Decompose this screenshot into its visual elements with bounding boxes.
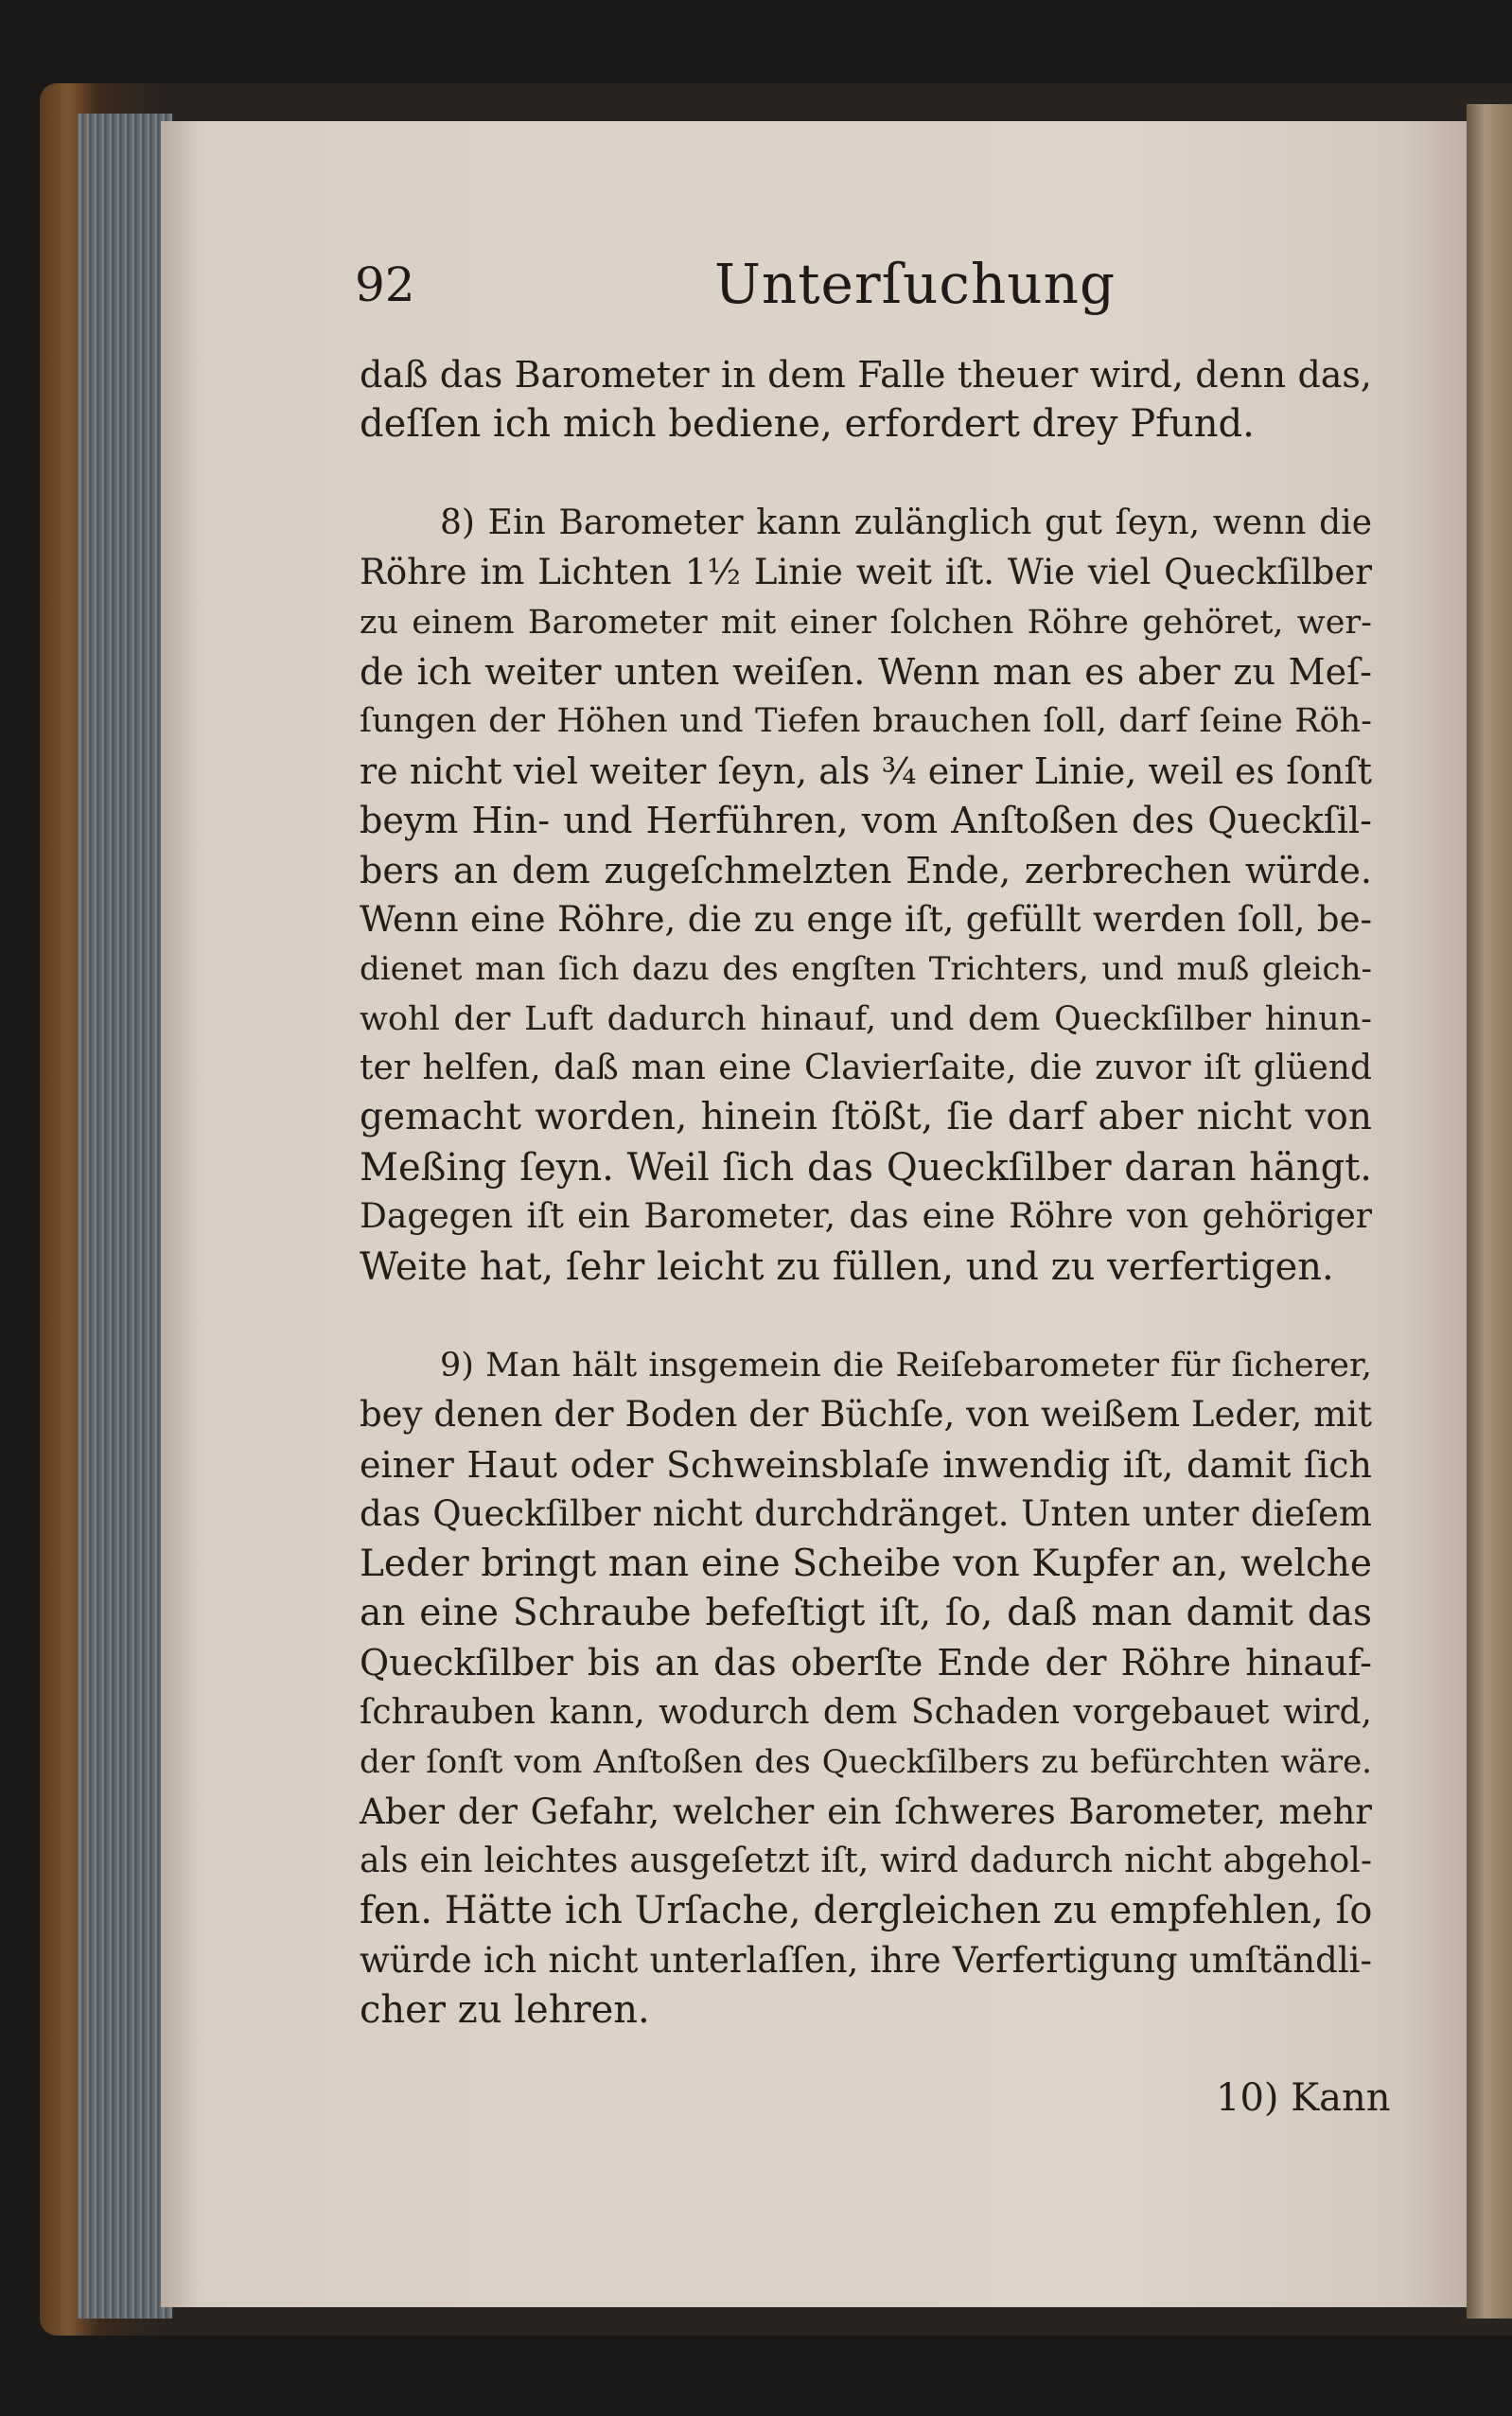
text-line: cher zu lehren. (360, 1988, 650, 2033)
paragraph-9 (360, 1341, 1372, 2035)
text-line: einer Haut oder Schweinsblaſe inwendig iſt, damit ſich (360, 1443, 1372, 1486)
body-text (360, 350, 1372, 2036)
text-line: ſungen der Höhen und Tiefen brauchen ſoll, darf ſeine Röh- (360, 702, 1372, 741)
text-line: gemacht worden, hinein ſtößt, ſie darf aber nicht von (360, 1096, 1372, 1139)
paragraph-8 (360, 499, 1372, 1292)
text-line: ſchrauben kann, wodurch dem Schaden vorgebauet wird, (360, 1692, 1372, 1732)
text-line: Meßing ſeyn. Weil ſich das Queckſilber daran hängt. (360, 1145, 1372, 1190)
text-line: beym Hin- und Herführen, vom Anſtoßen des Queckſil- (360, 800, 1372, 842)
text-line: Dagegen iſt ein Barometer, das eine Röhre von gehöriger (360, 1197, 1372, 1237)
facing-page-edge (1467, 104, 1512, 2319)
text-line: Leder bringt man eine Scheibe von Kupfer an, welche (360, 1542, 1372, 1585)
page-edges (78, 114, 172, 2319)
text-line: bers an dem zugeſchmelzten Ende, zerbrechen würde. (360, 849, 1372, 891)
text-line: an eine Schraube befeſtigt iſt, ſo, daß man damit das (360, 1591, 1372, 1634)
text-line: re nicht viel weiter ſeyn, als ¾ einer Linie, weil es ſonſt (360, 749, 1372, 792)
text-line: zu einem Barometer mit einer ſolchen Röhre gehöret, wer- (360, 603, 1372, 642)
text-line: Röhre im Lichten 1½ Linie weit iſt. Wie viel Queckſilber (360, 552, 1372, 593)
text-line: fen. Hätte ich Urſache, dergleichen zu empfehlen, ſo (360, 1889, 1373, 1933)
text-line: ter helfen, daß man eine Clavierſaite, die zuvor iſt glüend (360, 1049, 1372, 1088)
text-line: deſſen ich mich bediene, erfordert drey Pfund. (360, 402, 1255, 447)
text-line: 8) Ein Barometer kann zulänglich gut ſeyn, wenn die (440, 503, 1372, 542)
text-line: dienet man ſich dazu des engſten Trichters, und muß gleich- (360, 950, 1372, 989)
text-line: bey denen der Boden der Büchſe, von weißem Leder, mit (360, 1394, 1372, 1436)
text-line: der ſonſt vom Anſtoßen des Queckſilbers zu befürchten wäre. (360, 1743, 1372, 1782)
text-line: Weite hat, ſehr leicht zu füllen, und zu verfertigen. (360, 1244, 1334, 1289)
text-line: 9) Man hält insgemein die Reiſebarometer für ſicherer, (440, 1347, 1372, 1385)
text-line: würde ich nicht unterlaſſen, ihre Verfertigung umſtändli- (360, 1939, 1372, 1981)
text-line: Aber der Gefahr, welcher ein ſchweres Barometer, mehr (360, 1790, 1372, 1832)
text-line: daß das Barometer in dem Falle theuer wird, denn das, (360, 354, 1372, 396)
text-line: als ein leichtes ausgeſetzt iſt, wird dadurch nicht abgehol- (360, 1841, 1372, 1880)
paragraph-1 (360, 350, 1372, 450)
page-number: 92 (355, 257, 415, 312)
text-line: Wenn eine Röhre, die zu enge iſt, gefüllt werden ſoll, be- (360, 898, 1372, 940)
text-line: das Queckſilber nicht durchdränget. Unten unter dieſem (360, 1493, 1372, 1535)
text-line: de ich weiter unten weiſen. Wenn man es aber zu Meſ- (360, 650, 1372, 693)
page-header (355, 248, 1377, 324)
running-head: Unterſuchung (714, 252, 1116, 316)
text-line: Queckſilber bis an das oberſte Ende der Röhre hinauf- (360, 1642, 1372, 1684)
catchword: 10) Kann (1216, 2076, 1391, 2120)
text-line: wohl der Luft dadurch hinauf, und dem Queckſilber hinun- (360, 999, 1372, 1038)
